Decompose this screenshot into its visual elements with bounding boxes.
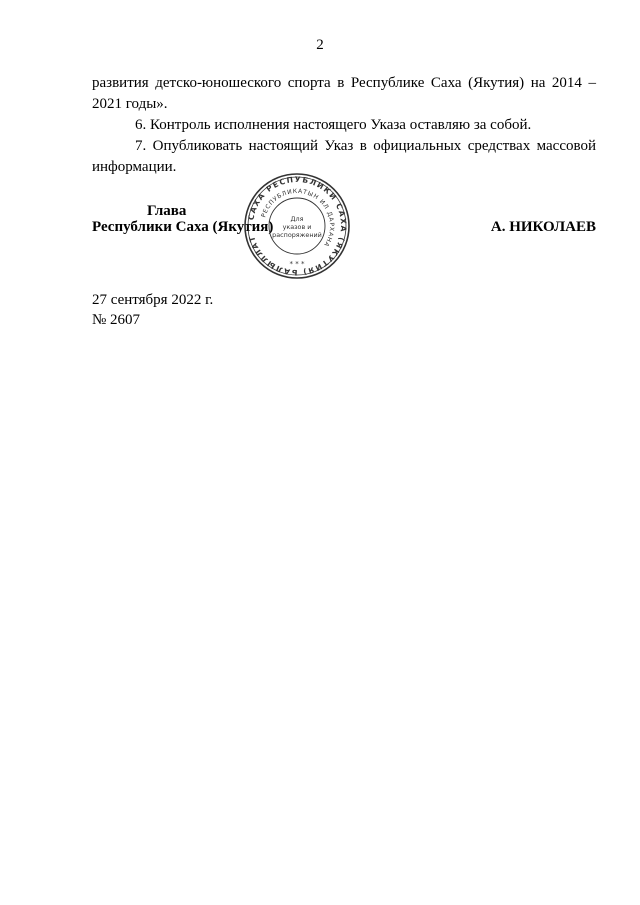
- seal-outer-text: САХА РЕСПУБЛИКИ САХА (ЯКУТИЯ) ЬАЛЫЛЛАТ: [246, 174, 349, 278]
- signatory-name: А. НИКОЛАЕВ: [490, 219, 596, 235]
- item-6: 6. Контроль исполнения настоящего Указа оставляю за собой.: [135, 117, 532, 133]
- document-date: 27 сентября 2022 г.: [92, 292, 214, 308]
- document-number: № 2607: [92, 312, 141, 328]
- paragraph-continuation: развития детско-юношеского спорта в Республике Саха (Якутия) на 2014 – 2021 годы».: [92, 75, 596, 112]
- seal-center-line2: указов и: [282, 223, 312, 231]
- seal-inner-text: РЕСПУБЛИКАТЫН ИЛ ДАРХАНА: [260, 187, 336, 249]
- seal-center-line1: Для: [290, 215, 304, 223]
- seal-center-line3: распоряжений: [272, 231, 322, 239]
- signatory-position-title: Глава: [147, 203, 187, 219]
- official-seal: [243, 172, 351, 280]
- document-body: [92, 73, 596, 178]
- seal-stars: * * *: [289, 260, 305, 268]
- signatory-position-region: Республики Саха (Якутия): [92, 219, 274, 235]
- page-number: 2: [316, 37, 324, 53]
- item-7: 7. Опубликовать настоящий Указ в официальных средствах массовой информации.: [92, 138, 596, 175]
